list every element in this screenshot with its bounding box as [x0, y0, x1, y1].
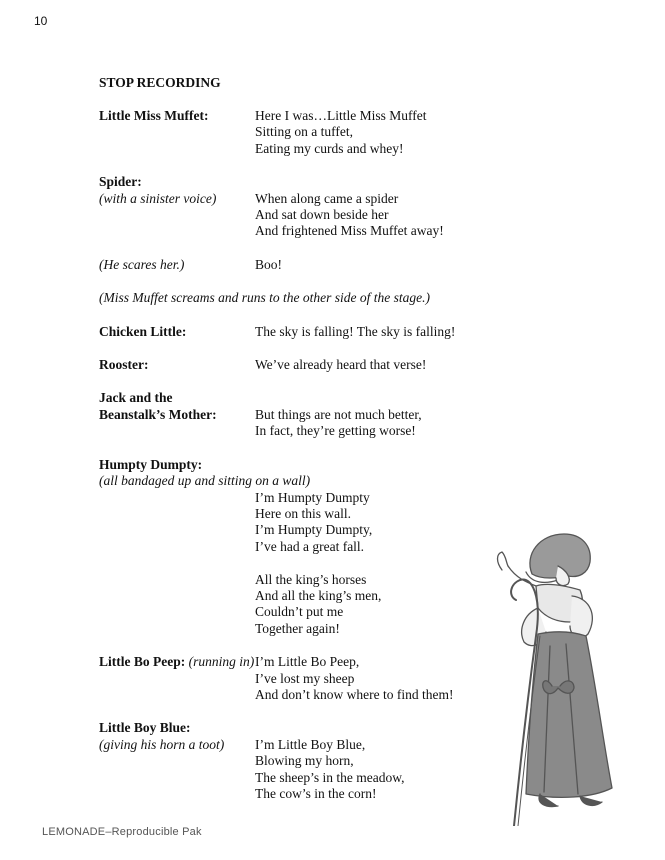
entry-bo-peep — [99, 654, 479, 703]
script-body — [99, 74, 479, 802]
line: Couldn’t put me — [255, 604, 344, 620]
line: I’m Humpty Dumpty, — [255, 522, 373, 538]
speaker-rooster: Rooster: — [99, 357, 149, 373]
stage-direction: (Miss Muffet screams and runs to the other side of the stage.) — [99, 290, 430, 306]
entry-chicken-little — [99, 324, 479, 340]
section-heading: STOP RECORDING — [99, 75, 221, 90]
lines-miss-muffet — [255, 108, 426, 157]
line: And don’t know where to find them! — [255, 686, 454, 702]
skirt-shape — [526, 632, 612, 798]
line: I’ve lost my sheep — [255, 670, 355, 686]
speaker-humpty-dumpty: Humpty Dumpty: — [99, 456, 203, 472]
bo-peep-illustration — [462, 526, 652, 826]
line: The sheep’s in the meadow, — [255, 769, 405, 785]
line: And frightened Miss Muffet away! — [255, 223, 444, 239]
line: I’m Little Bo Peep, — [255, 654, 360, 670]
footer: LEMONADE–Reproducible Pak — [42, 826, 202, 838]
entry-spider — [99, 174, 479, 240]
line: I’ve had a great fall. — [255, 538, 365, 554]
entry-scare — [99, 257, 479, 273]
direction-bo-peep: (running in) — [188, 654, 255, 670]
speaker-chicken-little: Chicken Little: — [99, 323, 187, 339]
line: Boo! — [255, 256, 282, 272]
line: But things are not much better, — [255, 406, 422, 422]
line: Eating my curds and whey! — [255, 140, 404, 156]
speaker-mother-line2: Beanstalk’s Mother: — [99, 406, 217, 422]
line: The cow’s in the corn! — [255, 786, 377, 801]
speaker-spider: Spider: — [99, 174, 142, 190]
entry-humpty-speaker — [99, 457, 479, 473]
line: Sitting on a tuffet, — [255, 124, 353, 140]
line: Here I was…Little Miss Muffet — [255, 108, 427, 123]
line: Blowing my horn, — [255, 753, 354, 769]
entry-beanstalk-mother — [99, 390, 479, 439]
entry-humpty-lines — [99, 490, 479, 638]
line: In fact, they’re getting worse! — [255, 423, 416, 439]
line: When along came a spider — [255, 190, 399, 206]
speaker-boy-blue: Little Boy Blue: — [99, 720, 191, 736]
line: We’ve already heard that verse! — [255, 357, 427, 373]
line: I’m Little Boy Blue, — [255, 736, 366, 752]
direction-humpty: (all bandaged up and sitting on a wall) — [99, 473, 311, 489]
speaker-miss-muffet: Little Miss Muffet: — [99, 108, 209, 123]
line: And sat down beside her — [255, 207, 389, 223]
speaker-bo-peep: Little Bo Peep: — [99, 654, 186, 670]
direction-boy-blue: (giving his horn a toot) — [99, 736, 225, 752]
page-number: 10 — [34, 14, 48, 28]
line: I’m Humpty Dumpty — [255, 489, 370, 505]
line: And all the king’s men, — [255, 587, 382, 603]
line: Together again! — [255, 620, 340, 636]
line: All the king’s horses — [255, 571, 367, 587]
direction-scare: (He scares her.) — [99, 256, 185, 272]
speaker-mother-line1: Jack and the — [99, 390, 173, 406]
entry-miss-muffet — [99, 108, 479, 157]
entry-boy-blue — [99, 720, 479, 802]
line: The sky is falling! The sky is falling! — [255, 323, 456, 339]
line: Here on this wall. — [255, 505, 351, 521]
entry-rooster — [99, 357, 479, 373]
lines-spider — [255, 174, 444, 240]
direction-spider: (with a sinister voice) — [99, 190, 217, 206]
